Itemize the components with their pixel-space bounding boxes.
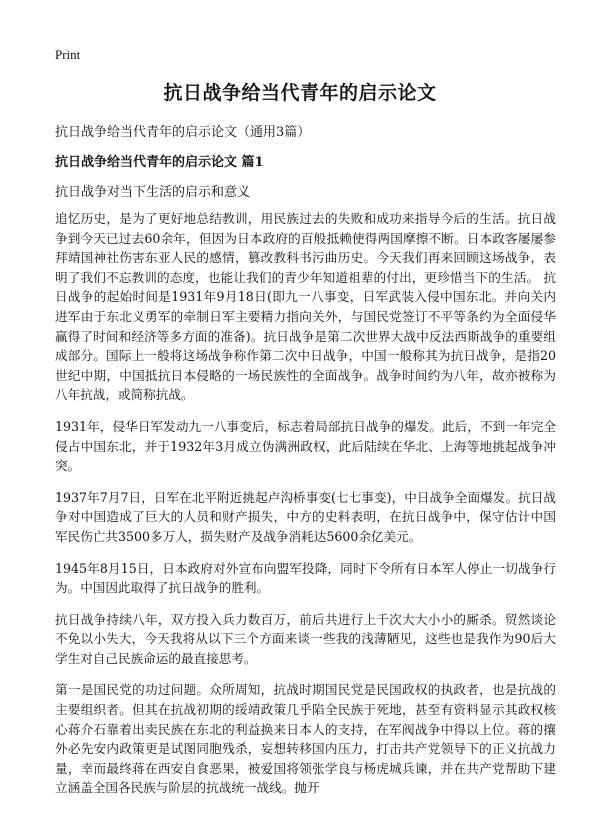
intro-line: 抗日战争对当下生活的启示和意义 xyxy=(55,185,251,200)
paragraph-1: 追忆历史，是为了更好地总结教训，用民族过去的失败和成功来指导今后的生活。抗日战争到今天已过去60余年，但因为日本政府的百般抵赖使得两国摩擦不断。日本政客屡屡参拜靖国神社伤害东亚人民的感情，篡改教科书污曲历史。今天我们再来回顾这场战争，表明了我们不忘教训的态度，也能让我们的青少年知道祖辈的付出，更珍惜当下的生活。 抗日战争的起始时间是1931年9月18日(即九一八事变，日军武装入侵中国东北。并向关内进军由于东北义勇军的牵制日军主要精力指向关外，与国民党签订不平等条约为全面侵华赢得了时间和经济等多方面的准备)。抗日战争是第二次世界大战中反法西斯战争的重要组成部分。国际上一般将这场战争称作第二次中日战争，中国一般称其为抗日战争，是指20世纪中期，中国抵抗日本侵略的一场民族性的全面战争。战争时间约为八年，故亦被称为八年抗战，或简称抗战。 xyxy=(55,211,556,403)
paragraph-3: 1937年7月7日，日军在北平附近挑起卢沟桥事变(七七事变)，中日战争全面爆发。抗日战争对中国造成了巨大的人员和财产损失，中方的史料表明，在抗日战争中，保守估计中国军民伤亡共3500多万人，损失财产及战争消耗达5600余亿美元。 xyxy=(55,489,556,544)
print-link[interactable]: Print xyxy=(55,47,81,62)
paragraph-6: 第一是国民党的功过问题。众所周知，抗战时期国民党是民国政权的执政者，也是抗战的主要组织者。但其在抗战初期的绥靖政策几乎陷全民族于死地，甚至有资料显示其政权核心蒋介石靠着出卖民族在东北的利益换来日本人的支持，在军阀战争中得以上位。蒋的攘外必先安内政策更是试图同胞残杀，妄想转移国内压力，打击共产党领导下的正义抗战力量，幸而最终蒋在西安自食恶果，被爱国将领张学良与杨虎城兵谏，并在共产党帮助下建立涵盖全国各民族与阶层的抗战统一战线。抛开 xyxy=(55,682,556,796)
page-title: 抗日战争给当代青年的启示论文 xyxy=(163,82,437,104)
paragraph-2: 1931年，侵华日军发动九一八事变后，标志着局部抗日战争的爆发。此后，不到一年完全侵占中国东北，并于1932年3月成立伪满洲政权，此后陆续在华北、上海等地挑起战争冲突。 xyxy=(55,418,556,474)
section-heading: 抗日战争给当代青年的启示论文 篇1 xyxy=(55,155,264,170)
paragraph-5: 抗日战争持续八年，双方投入兵力数百万，前后共进行上千次大大小小的厮杀。贸然谈论不免以小失大，今天我将从以下三个方面来谈一些我的浅薄陋见，这些也是我作为90后大学生对自己民族命运的最直接思考。 xyxy=(55,611,556,666)
document-subtitle: 抗日战争给当代青年的启示论文（通用3篇） xyxy=(55,125,311,140)
paragraph-4: 1945年8月15日，日本政府对外宣布向盟军投降，同时下令所有日本军人停止一切战争行为。中国因此取得了抗日战争的胜利。 xyxy=(55,560,556,596)
article-body xyxy=(55,209,556,810)
